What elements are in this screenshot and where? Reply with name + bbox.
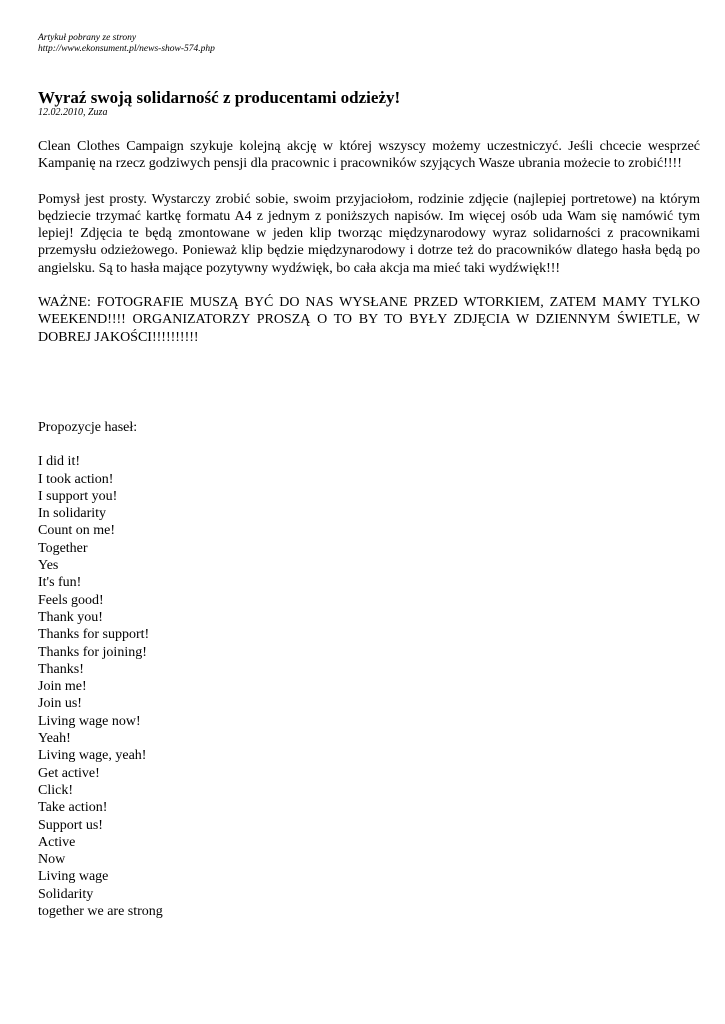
slogan-item: Join us! <box>38 696 82 712</box>
slogan-item: I support you! <box>38 488 118 504</box>
slogan-item: together we are strong <box>38 903 163 919</box>
slogan-item: Living wage, yeah! <box>38 748 147 764</box>
slogan-item: Support us! <box>38 817 103 833</box>
slogan-item: Living wage now! <box>38 713 141 729</box>
slogan-item: Solidarity <box>38 886 94 902</box>
paragraph-important: WAŻNE: FOTOGRAFIE MUSZĄ BYĆ DO NAS WYSŁANE PRZED WTORKIEM, ZATEM MAMY TYLKO WEEKEND!!!! ORGANIZATORZY PROSZĄ O TO BY TO BYŁY ZDJĘCIA W DZIENNYM ŚWIETLE, W DOBREJ JAKOŚCI!!!!!!!!!! <box>38 295 700 345</box>
slogan-item: In solidarity <box>38 506 107 522</box>
source-url: http://www.ekonsument.pl/news-show-574.php <box>38 44 215 54</box>
source-label: Artykuł pobrany ze strony <box>38 33 137 43</box>
slogan-item: I did it! <box>38 454 80 470</box>
slogan-item: Take action! <box>38 800 108 816</box>
slogan-item: Active <box>38 834 76 850</box>
document-page <box>38 33 700 920</box>
paragraph-idea: Pomysł jest prosty. Wystarczy zrobić sobie, swoim przyjaciołom, rodzinie zdjęcie (najlepiej portretowe) na którym będziecie trzymać kartkę formatu A4 z jednym z poniższych napisów. Im więcej osób uda Wam się namówić tym lepiej! Zdjęcia te będą zmontowane w jeden klip tworząc międzynarodowy wyraz solidarności z pracownikami przemysłu odzieżowego. Ponieważ klip będzie międzynarodowy i dotrze też do pracowników dlatego hasła będą po angielsku. Są to hasła mające pozytywny wydźwięk, bo cała akcja ma mieć taki wydźwięk!!! <box>38 191 700 276</box>
paragraph-intro: Clean Clothes Campaign szykuje kolejną akcję w której wszyscy możemy uczestniczyć. Jeśli chcecie wesprzeć Kampanię na rzecz godziwych pensji dla pracownic i pracowników szyjących Wasze ubrania możecie to zrobić!!!! <box>38 139 700 172</box>
slogan-item: Now <box>38 852 66 868</box>
article-title: Wyraź swoją solidarność z producentami odzieży! <box>38 88 401 107</box>
slogan-item: Thank you! <box>38 609 103 625</box>
slogan-item: Thanks for joining! <box>38 644 147 660</box>
slogan-item: Together <box>38 540 88 556</box>
slogan-item: I took action! <box>38 471 114 487</box>
slogan-item: Thanks for support! <box>38 627 150 643</box>
slogans-heading: Propozycje haseł: <box>38 419 138 435</box>
slogan-item: Yeah! <box>38 731 71 747</box>
slogan-item: Count on me! <box>38 523 115 539</box>
slogan-item: Feels good! <box>38 592 104 608</box>
slogan-item: Thanks! <box>38 661 84 677</box>
slogan-list <box>38 453 700 920</box>
source-note <box>38 33 700 55</box>
slogan-item: Living wage <box>38 869 109 885</box>
slogan-item: Get active! <box>38 765 100 781</box>
slogan-item: Join me! <box>38 679 87 695</box>
slogan-item: Yes <box>38 558 59 574</box>
slogan-item: Click! <box>38 782 73 798</box>
slogan-item: It's fun! <box>38 575 82 591</box>
article-date-author: 12.02.2010, Zuza <box>38 107 108 118</box>
